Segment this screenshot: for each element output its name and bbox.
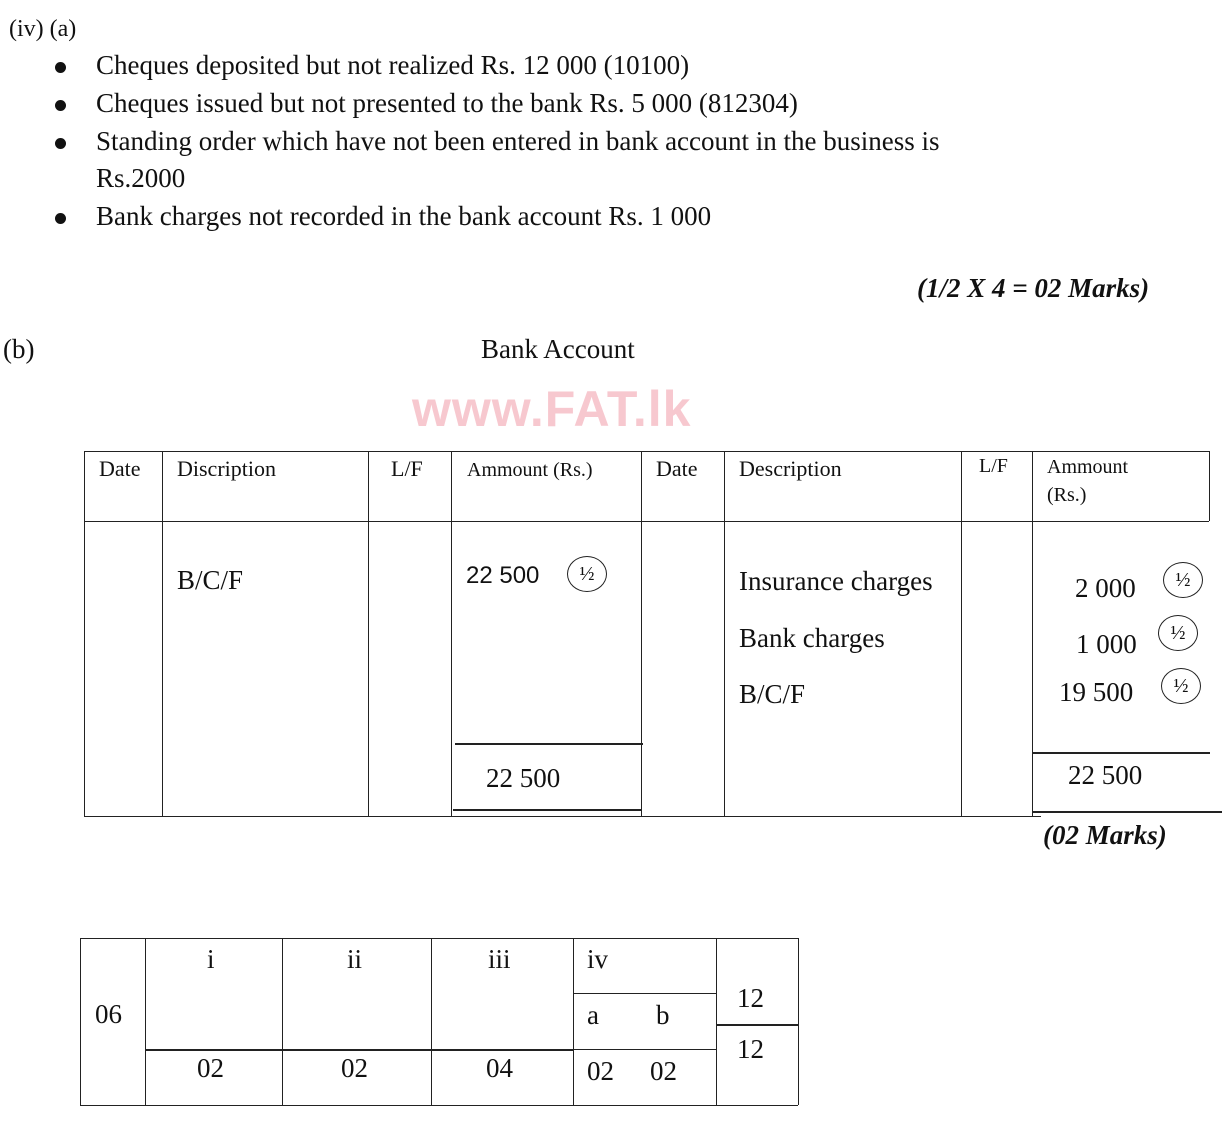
bullet-icon [55,213,66,224]
header-lf: L/F [391,456,423,481]
half-mark: ½ [1163,562,1203,598]
debit-description: B/C/F [177,565,244,595]
header-amount: Ammount [1047,456,1129,478]
part-b-label: (b) [3,334,35,364]
header-date: Date [99,456,141,481]
subpart-label: b [656,1000,670,1030]
question-label: (iv) (a) [9,16,77,42]
bullet-text-cont: Rs.2000 [96,163,186,193]
table-border [961,451,962,817]
table-border [716,938,717,1105]
bullet-text: Standing order which have not been entered in bank account in the business is [96,126,940,156]
credit-description: Bank charges [739,623,885,653]
bullet-icon [55,100,66,111]
credit-amount: 19 500 [1059,677,1134,707]
half-mark: ½ [1161,668,1201,704]
credit-total: 22 500 [1068,760,1143,790]
part-mark: 02 [341,1053,368,1083]
part-mark: 02 [587,1056,614,1086]
question-number: 06 [95,999,122,1029]
table-border [80,1105,798,1106]
total-mark: 12 [737,983,764,1013]
table-border [84,816,1041,817]
header-lf: L/F [979,455,1008,477]
table-border [724,451,725,817]
table-border [84,451,85,817]
part-mark: 04 [486,1053,513,1083]
table-border [84,521,1209,522]
bullet-icon [55,138,66,149]
debit-total: 22 500 [486,763,561,793]
table-border [368,451,369,817]
half-mark: ½ [1158,615,1198,651]
table-border [80,938,81,1105]
table-border [431,938,432,1105]
table-border [716,1024,798,1026]
table-border [641,451,642,817]
table-border [145,938,146,1105]
part-mark: 02 [197,1053,224,1083]
header-description: Description [739,456,842,481]
marks-b: (02 Marks) [1043,820,1167,850]
bullet-text: Cheques deposited but not realized Rs. 12 000 (10100) [96,50,690,80]
part-mark: 02 [650,1056,677,1086]
part-label: iv [587,944,609,974]
table-border [80,938,798,939]
bullet-text: Bank charges not recorded in the bank account Rs. 1 000 [96,201,712,231]
total-mark: 12 [737,1034,764,1064]
table-border [282,938,283,1105]
total-rule [1032,811,1222,813]
header-description: Discription [177,456,276,481]
table-border [145,1049,573,1051]
subpart-label: a [587,1000,599,1030]
credit-description: B/C/F [739,679,806,709]
total-rule [1032,752,1210,754]
table-border [1032,451,1033,817]
credit-description: Insurance charges [739,566,933,596]
header-amount-unit: (Rs.) [1047,484,1087,506]
table-border [573,1049,716,1050]
total-rule [455,743,643,745]
marks-a: (1/2 X 4 = 02 Marks) [917,273,1150,303]
table-border [573,993,716,994]
table-border [162,451,163,817]
debit-amount: 22 500 [466,562,540,589]
table-border [798,938,799,1105]
bullet-icon [55,62,66,73]
part-label: i [207,944,215,974]
part-label: iii [488,944,511,974]
credit-amount: 1 000 [1076,629,1137,659]
table-border [1209,451,1210,521]
watermark: www.FAT.lk [412,381,692,437]
part-label: ii [347,944,363,974]
credit-amount: 2 000 [1075,573,1136,603]
total-rule [453,809,641,811]
half-mark: ½ [567,556,607,592]
table-border [573,938,574,1105]
table-border [84,451,1209,452]
bullet-text: Cheques issued but not presented to the bank Rs. 5 000 (812304) [96,88,798,118]
header-amount: Ammount (Rs.) [467,459,593,481]
account-title: Bank Account [481,334,635,364]
header-date: Date [656,456,698,481]
table-border [451,451,452,817]
